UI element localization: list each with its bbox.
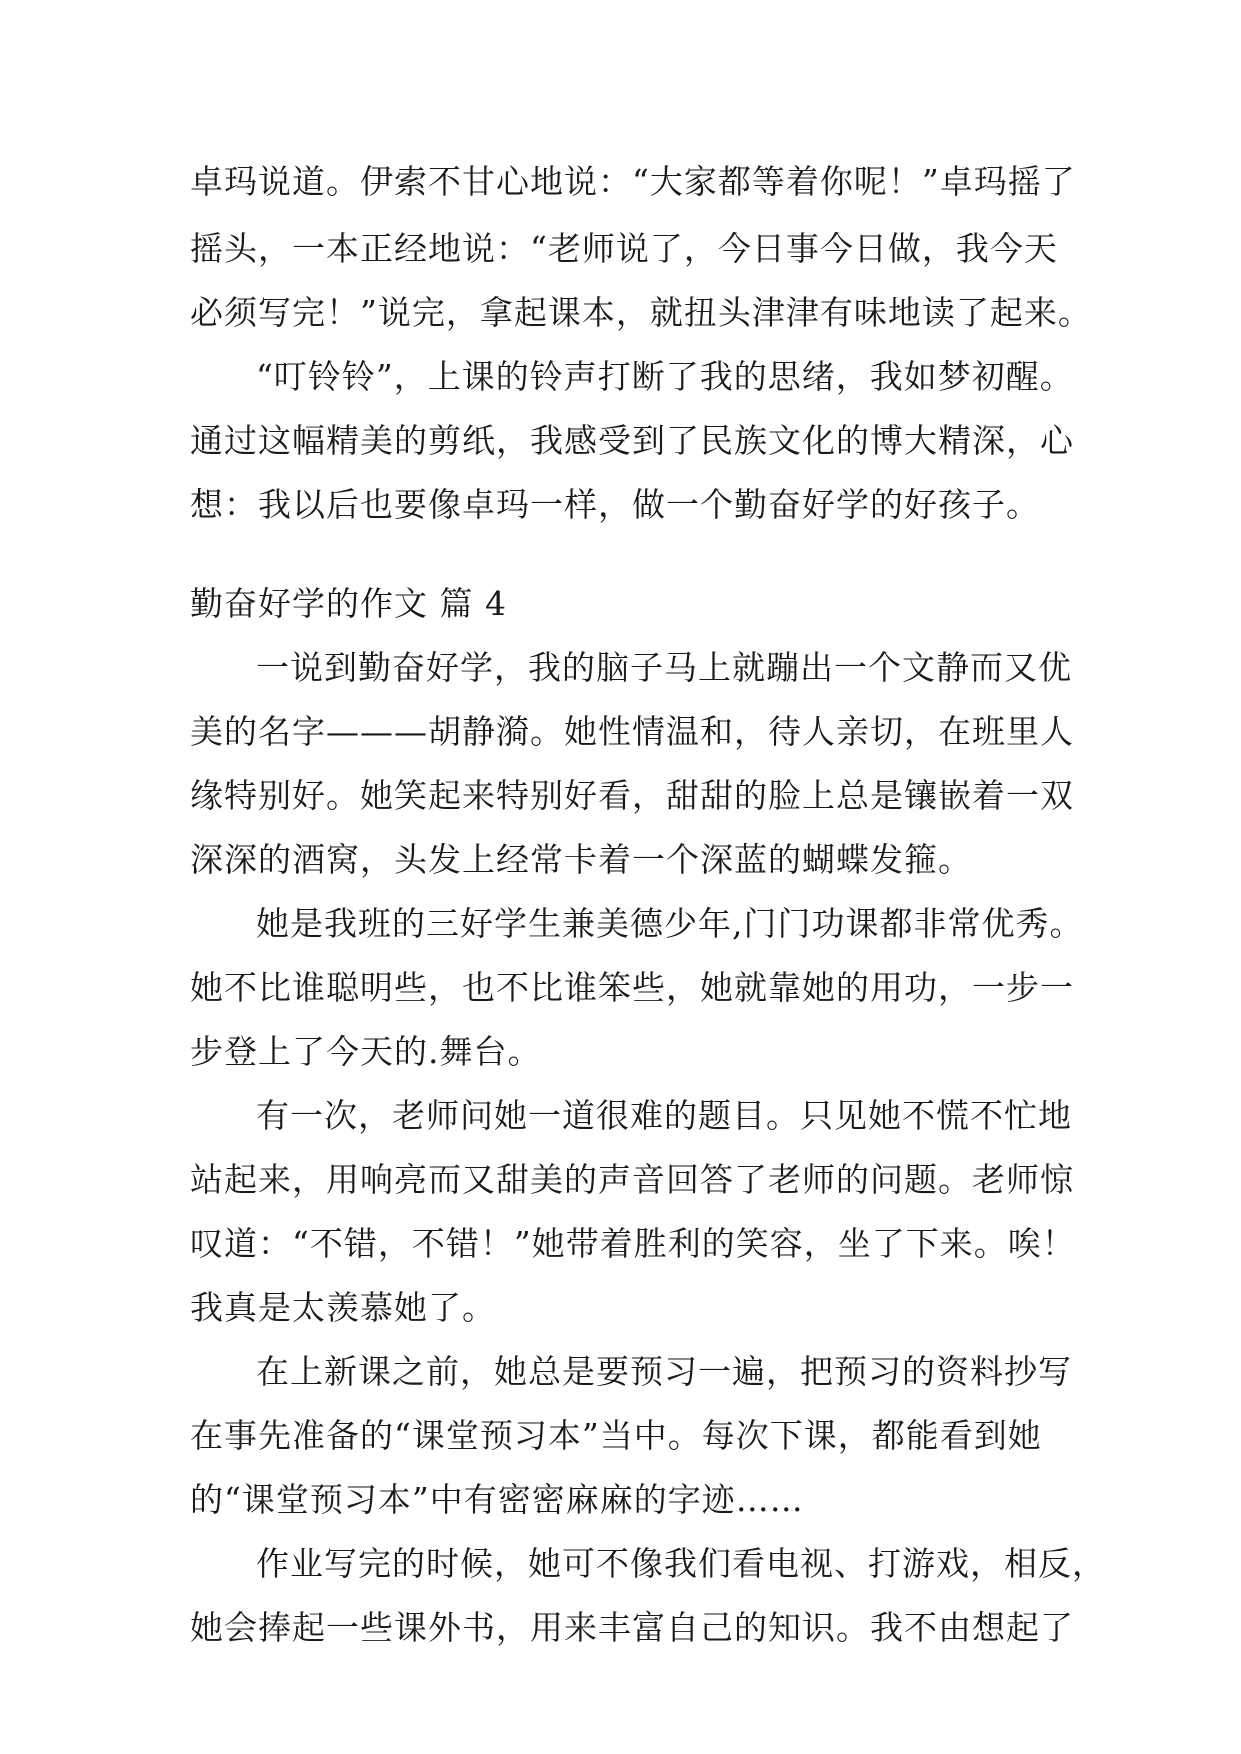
text-line: 必须写完！”说完，拿起课本，就扭头津津有味地读了起来。 bbox=[190, 293, 1092, 332]
text-line: 一说到勤奋好学，我的脑子马上就蹦出一个文静而又优 bbox=[256, 648, 1072, 687]
text-line: 有一次，老师问她一道很难的题目。只见她不慌不忙地 bbox=[256, 1096, 1072, 1135]
text-line: 我真是太羡慕她了。 bbox=[190, 1288, 496, 1327]
section-heading: 勤奋好学的作文 篇 4 bbox=[190, 584, 507, 623]
text-line: 她会捧起一些课外书，用来丰富自己的知识。我不由想起了 bbox=[190, 1608, 1074, 1647]
text-line: 卓玛说道。伊索不甘心地说：“大家都等着你呢！”卓玛摇了 bbox=[190, 162, 1076, 201]
text-line: 美的名字———胡静漪。她性情温和，待人亲切，在班里人 bbox=[190, 712, 1074, 751]
text-line: 步登上了今天的.舞台。 bbox=[190, 1032, 542, 1071]
text-line: 叹道：“不错，不错！”她带着胜利的笑容，坐了下来。唉！ bbox=[190, 1224, 1076, 1263]
text-line: 站起来，用响亮而又甜美的声音回答了老师的问题。老师惊 bbox=[190, 1160, 1074, 1199]
text-line: 的“课堂预习本”中有密密麻麻的字迹…… bbox=[190, 1480, 804, 1519]
text-line: 通过这幅精美的剪纸，我感受到了民族文化的博大精深，心 bbox=[190, 421, 1074, 460]
text-line: 作业写完的时候，她可不像我们看电视、打游戏，相反， bbox=[256, 1544, 1106, 1583]
text-line: 想：我以后也要像卓玛一样，做一个勤奋好学的好孩子。 bbox=[190, 485, 1040, 524]
text-line: 摇头，一本正经地说：“老师说了，今日事今日做，我今天 bbox=[190, 229, 1058, 268]
text-line: 在事先准备的“课堂预习本”当中。每次下课，都能看到她 bbox=[190, 1416, 1042, 1455]
text-line: 她是我班的三好学生兼美德少年,门门功课都非常优秀。 bbox=[256, 904, 1084, 943]
text-line: 缘特别好。她笑起来特别好看，甜甜的脸上总是镶嵌着一双 bbox=[190, 776, 1074, 815]
text-line: 深深的酒窝，头发上经常卡着一个深蓝的蝴蝶发箍。 bbox=[190, 840, 972, 879]
text-line: “叮铃铃”，上课的铃声打断了我的思绪，我如梦初醒。 bbox=[256, 357, 1074, 396]
text-line: 在上新课之前，她总是要预习一遍，把预习的资料抄写 bbox=[256, 1352, 1072, 1391]
text-line: 她不比谁聪明些，也不比谁笨些，她就靠她的用功，一步一 bbox=[190, 968, 1074, 1007]
